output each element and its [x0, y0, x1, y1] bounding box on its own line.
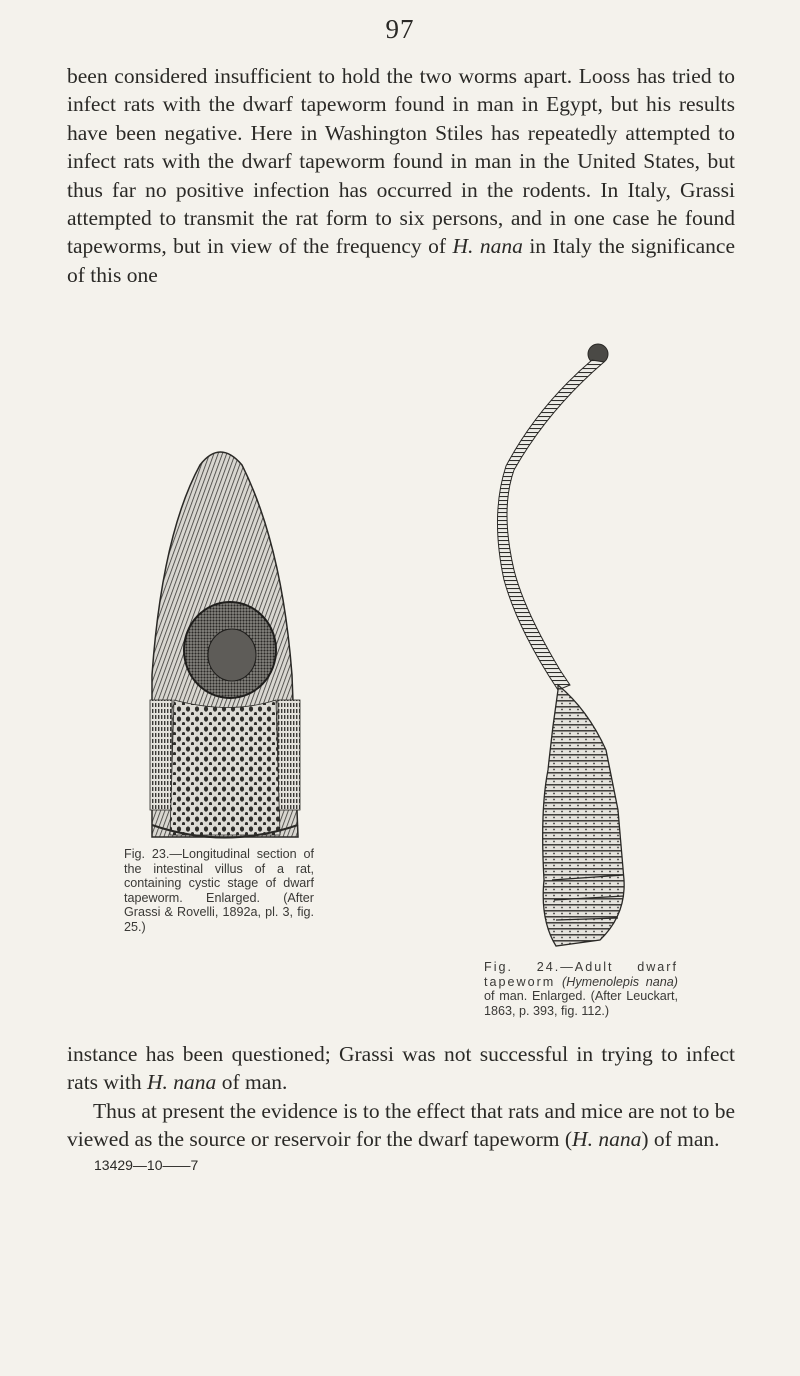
fig23-caption: Fig. 23.—Longitudinal section of the intestinal villus of a rat, containing cystic stage of dwarf tapeworm. Enlarged. (After Grassi & Rovelli, 1892a, pl. 3, fig. 25.): [124, 847, 314, 934]
fig23-illustration: [140, 445, 310, 840]
species-name: H. nana: [572, 1127, 642, 1152]
paragraph-text-end: of man.: [216, 1070, 288, 1095]
fig24-caption-source: of man. Enlarged. (After Leuckart, 1863, p. 393, fig. 112.): [484, 989, 678, 1018]
fig24-caption-label: Fig. 24.—Adult dwarf tapeworm: [484, 960, 678, 989]
paragraph-text-end: in Italy the significance of this one: [67, 234, 735, 287]
fig24-caption-species: (Hymenolepis nana): [562, 974, 678, 989]
species-name: H. nana: [452, 234, 523, 259]
body-paragraph-bottom: [67, 1040, 735, 1154]
species-name: H. nana: [147, 1070, 217, 1095]
paragraph-text: Thus at present the evidence is to the effect that rats and mice are not to be viewed as the source or reservoir for the dwarf tapeworm (: [67, 1098, 735, 1152]
paragraph-text: instance has been questioned; Grassi was not successful in trying to infect rats with: [67, 1042, 735, 1095]
fig24-illustration: [478, 340, 638, 960]
fig24-caption: [484, 960, 678, 1018]
body-paragraph-top: [67, 62, 735, 289]
paragraph-text: been considered insufficient to hold the two worms apart. Looss has tried to infect rats with the dwarf tapeworm found in man in Egypt, but his results have been negative. Here in Washington Stiles has repeatedly attempted to infect rats with the dwarf tapeworm found in man in the United States, but thus far no positive infection has occurred in the rodents. In Italy, Grassi attempted to transmit the rat form to six persons, and in one case he found tapeworms, but in view of the frequency of: [67, 64, 735, 259]
page-number: 97: [385, 14, 415, 44]
printer-signature: 13429—10——7: [94, 1157, 199, 1173]
paragraph-text-end: ) of man.: [641, 1127, 720, 1152]
